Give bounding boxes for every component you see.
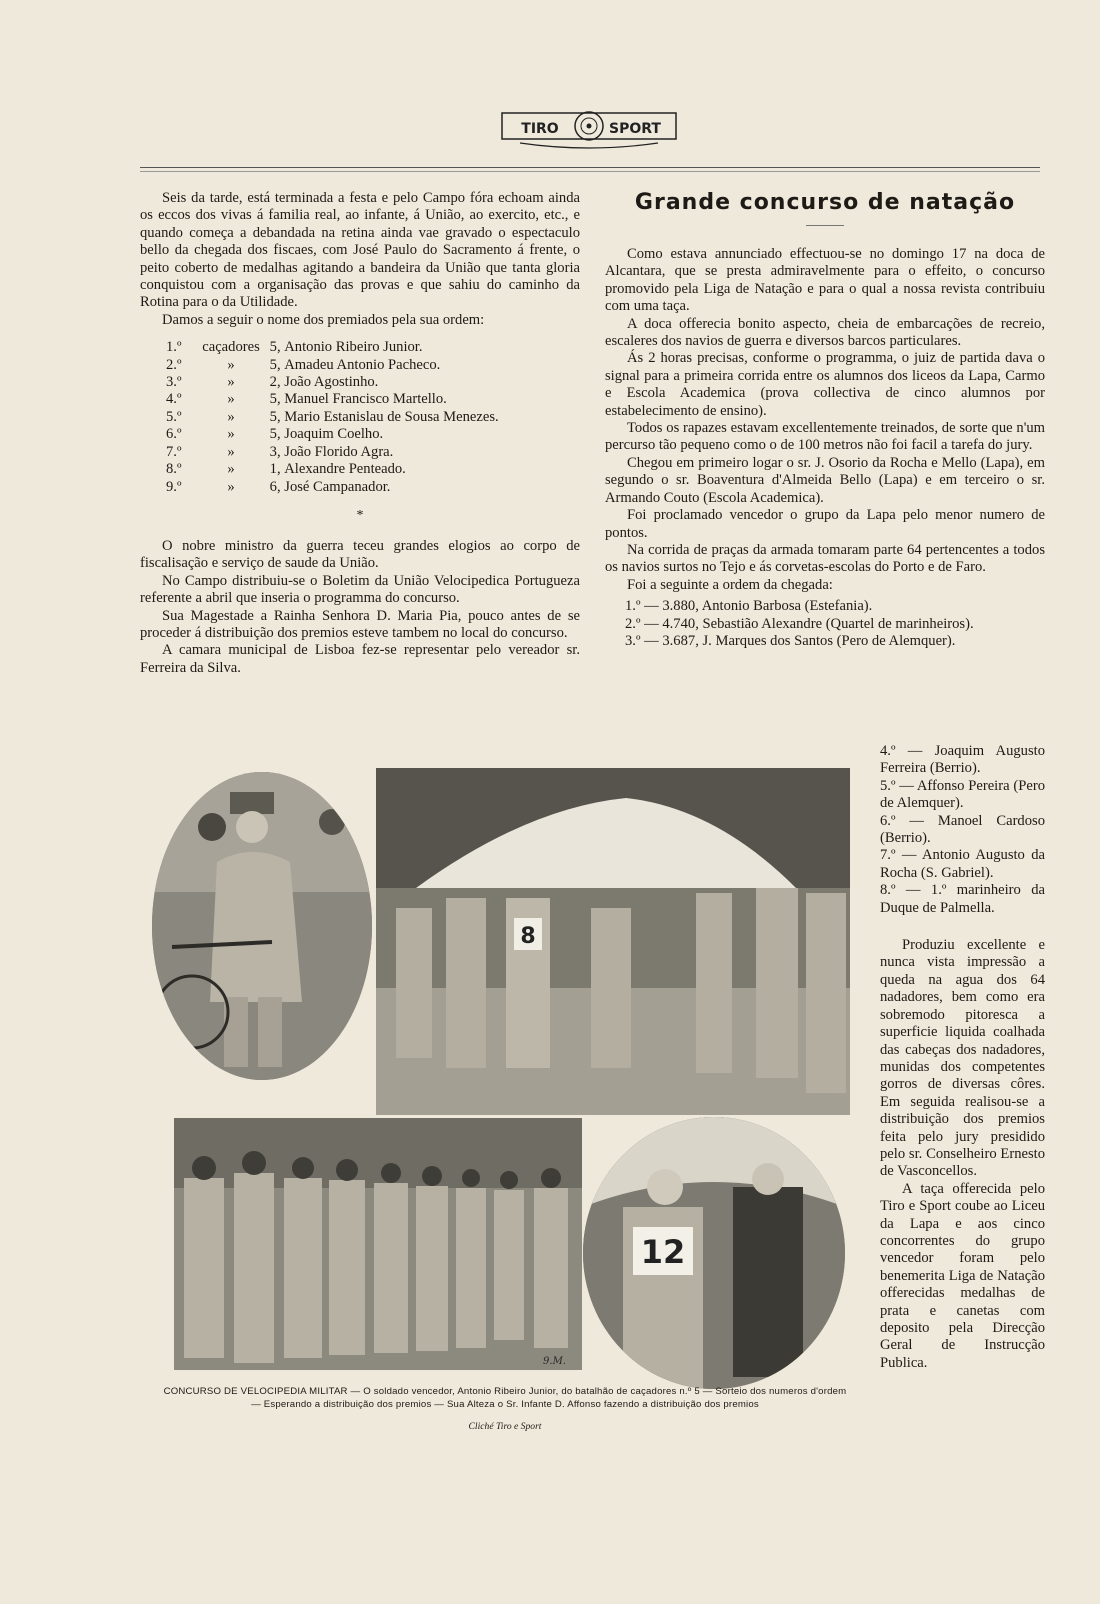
rank-number: 5, bbox=[269, 391, 281, 408]
rank-name: Manuel Francisco Martello. bbox=[284, 391, 447, 408]
rank-name: Alexandre Penteado. bbox=[284, 461, 406, 478]
paragraph: O nobre ministro da guerra teceu grandes elogios ao corpo de fiscalisação e serviço de saude da União. bbox=[140, 537, 580, 572]
photo-prize-distribution bbox=[583, 1117, 845, 1389]
arrival-item: 5.º — Affonso Pereira (Pero de Alemquer). bbox=[880, 777, 1045, 812]
arrival-item: 8.º — 1.º marinheiro da Duque de Palmella. bbox=[880, 882, 1045, 916]
article-headline: Grande concurso de natação bbox=[634, 190, 1016, 215]
photo-soldiers-lineup bbox=[174, 1118, 582, 1370]
paragraph: Damos a seguir o nome dos premiados pela sua ordem: bbox=[162, 311, 485, 328]
rank-unit: » bbox=[227, 391, 235, 408]
masthead-logo bbox=[500, 103, 678, 153]
rank-unit: caçadores bbox=[202, 339, 260, 356]
photo-draw-of-numbers bbox=[376, 768, 850, 1115]
rank-number: 3, bbox=[269, 443, 281, 460]
paragraph: Sua Magestade a Rainha Senhora D. Maria Pia, pouco antes de se proceder á distribuição dos premios esteve tambem no local do concurso. bbox=[140, 607, 580, 641]
rank-place: 3.º bbox=[166, 374, 182, 391]
arrival-list bbox=[625, 598, 1045, 650]
arrival-item: 7.º — Antonio Augusto da Rocha (S. Gabriel). bbox=[880, 847, 1045, 881]
rank-place: 5.º bbox=[166, 408, 182, 425]
rank-place: 4.º bbox=[166, 391, 182, 408]
bib-number: 8 bbox=[520, 924, 536, 949]
narrow-column bbox=[880, 743, 1045, 1372]
paragraph: A taça offerecida pelo Tiro e Sport coube ao Liceu da Lapa e aos cinco concorrentes do grupo vencedor foram pelo benemerita Liga de Natação offerecidas medalhas de prata e canetas com deposito pela Direcção Geral de Instrucção Publica. bbox=[880, 1180, 1045, 1371]
arrival-item: 3.º — 3.687, J. Marques dos Santos (Pero de Alemquer). bbox=[625, 632, 956, 649]
rank-number: 5, bbox=[269, 426, 281, 443]
paragraph: A camara municipal de Lisboa fez-se representar pelo vereador sr. Ferreira da Silva. bbox=[140, 642, 580, 676]
paragraph: A doca offerecia bonito aspecto, cheia de embarcações de recreio, escaleres dos navios de guerra e diversos barcos particulares. bbox=[605, 315, 1045, 350]
bib-number: 12 bbox=[640, 1233, 686, 1271]
paragraph: Foi proclamado vencedor o grupo da Lapa pelo menor numero de pontos. bbox=[605, 507, 1045, 541]
rank-number: 2, bbox=[269, 374, 281, 391]
header-rule-thin bbox=[140, 171, 1040, 172]
rank-number: 5, bbox=[269, 408, 281, 425]
arrival-item: 6.º — Manoel Cardoso (Berrio). bbox=[880, 812, 1045, 847]
paragraph: Chegou em primeiro logar o sr. J. Osorio da Rocha e Mello (Lapa), em segundo o sr. Boaventura d'Almeida Bello (Lapa) e em terceiro o sr. Armando Couto (Escola Academica). bbox=[605, 454, 1045, 506]
rank-place: 6.º bbox=[166, 426, 182, 443]
paragraph: Ás 2 horas precisas, conforme o programma, o juiz de partida dava o signal para a primeira corrida entre os alumnos dos liceos da Lapa, Carmo e Escola Academica (prova collectiva de cinco alumnos por estabelecimento de ensino). bbox=[605, 350, 1045, 419]
ranking-row bbox=[166, 339, 580, 356]
ranking-row bbox=[166, 357, 580, 374]
headline-rule bbox=[806, 225, 844, 226]
rank-name: Amadeu Antonio Pacheco. bbox=[284, 356, 441, 373]
rank-number: 1, bbox=[269, 461, 281, 478]
rank-name: João Florido Agra. bbox=[284, 443, 394, 460]
rank-number: 5, bbox=[269, 339, 281, 356]
rank-name: João Agostinho. bbox=[284, 374, 379, 391]
arrival-item: 4.º — Joaquim Augusto Ferreira (Berrio). bbox=[880, 743, 1045, 777]
photographer-signature: 9.M. bbox=[543, 1356, 566, 1367]
ranking-row bbox=[166, 479, 580, 496]
rank-name: Antonio Ribeiro Junior. bbox=[284, 339, 423, 356]
ranking-row bbox=[166, 409, 580, 426]
svg-text:SPORT: SPORT bbox=[609, 121, 661, 137]
header-rule bbox=[140, 167, 1040, 168]
ranking-row bbox=[166, 461, 580, 478]
rank-place: 8.º bbox=[166, 461, 182, 478]
rank-name: Joaquim Coelho. bbox=[284, 426, 384, 443]
svg-text:TIRO: TIRO bbox=[521, 121, 559, 137]
left-column bbox=[140, 190, 580, 677]
arrival-item: 2.º — 4.740, Sebastião Alexandre (Quartel de marinheiros). bbox=[625, 615, 974, 632]
rankings-list bbox=[166, 339, 580, 496]
right-column bbox=[605, 190, 1045, 650]
paragraph: Seis da tarde, está terminada a festa e pelo Campo fóra echoam ainda os eccos dos vivas á familia real, ao infante, á União, ao exercito, etc., e quando começa a debandada na retina ainda vae gravado o espectaculo bello da chegada dos fiscaes, com José Paulo do Sacramento á frente, o peito coberto de medalhas agitando a bandeira da União que tanta gloria conquistou com a organisação das provas e que sahiu do caminho da Rotina para o da Utilidade. bbox=[140, 190, 580, 311]
rank-unit: » bbox=[227, 374, 235, 391]
paragraph: Na corrida de praças da armada tomaram parte 64 pertencentes a todos os navios surtos no Tejo e ás corvetas-escolas do Porto e de Faro. bbox=[605, 541, 1045, 576]
ranking-row bbox=[166, 444, 580, 461]
paragraph: No Campo distribuiu-se o Boletim da União Velocipedica Portugueza referente a abril que inseria o programma do concurso. bbox=[140, 572, 580, 607]
photo-cyclist-soldier bbox=[152, 772, 372, 1080]
rank-place: 2.º bbox=[166, 356, 182, 373]
rank-unit: » bbox=[227, 356, 235, 373]
rank-number: 5, bbox=[269, 356, 281, 373]
rank-unit: » bbox=[227, 408, 235, 425]
arrival-item: 1.º — 3.880, Antonio Barbosa (Estefania). bbox=[625, 598, 873, 615]
photo-credit: Cliché Tiro e Sport bbox=[468, 1421, 542, 1432]
ranking-row bbox=[166, 391, 580, 408]
ranking-row bbox=[166, 374, 580, 391]
paragraph: Foi a seguinte a ordem da chegada: bbox=[627, 576, 833, 593]
rank-unit: » bbox=[227, 478, 235, 495]
rank-place: 1.º bbox=[166, 339, 182, 356]
paragraph: Produziu excellente e nunca vista impressão a queda na agua dos 64 nadadores, bem como era sobremodo pitoresca a superficie liquida coalhada das cabeças dos nadadores, munidas dos competentes gorros de diversas côres. Em seguida realisou-se a distribuição dos premios feita pelo jury presidido pelo sr. Conselheiro Ernesto de Vasconcellos. bbox=[880, 937, 1045, 1180]
ranking-row bbox=[166, 426, 580, 443]
paragraph: Como estava annunciado effectuou-se no domingo 17 na doca de Alcantara, que se presta admiravelmente para o effeito, o concurso promovido pela Liga de Natação e para o qual a nossa revista contribuiu com uma taça. bbox=[605, 246, 1045, 315]
photo-caption: CONCURSO DE VELOCIPEDIA MILITAR — O soldado vencedor, Antonio Ribeiro Junior, do batalhão de caçadores n.º 5 — Sorteio dos numeros d'ordem — Esperando a distribuição dos premios — Sua Alteza o Sr. Infante D. Affonso fazendo a distribuição dos premios bbox=[163, 1386, 847, 1410]
rank-unit: » bbox=[227, 443, 235, 460]
rank-place: 9.º bbox=[166, 478, 182, 495]
rank-name: José Campanador. bbox=[284, 478, 391, 495]
rank-name: Mario Estanislau de Sousa Menezes. bbox=[284, 408, 499, 425]
section-separator: * bbox=[356, 507, 364, 523]
rank-number: 6, bbox=[269, 478, 281, 495]
rank-unit: » bbox=[227, 426, 235, 443]
paragraph: Todos os rapazes estavam excellentemente treinados, de sorte que n'um percurso tão pequeno como o de 100 metros não foi facil a tarefa do jury. bbox=[605, 420, 1045, 454]
rank-unit: » bbox=[227, 461, 235, 478]
rank-place: 7.º bbox=[166, 443, 182, 460]
